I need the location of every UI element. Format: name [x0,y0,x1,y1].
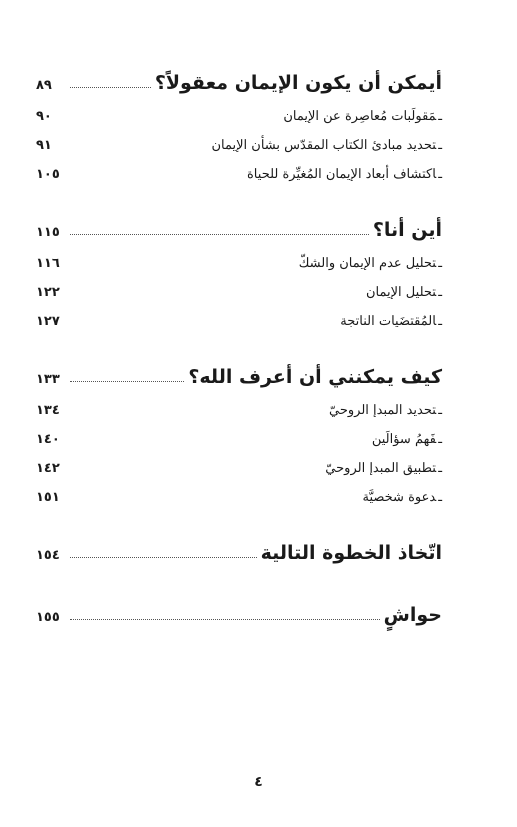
toc-entry [36,96,442,125]
toc-section-page: ٨٩ [36,78,52,94]
toc-entry-page: ١٤٠ [36,432,60,448]
toc-entry-title [299,256,442,272]
toc-entry-text: المُقتضَيات الناتجة [340,314,437,330]
entry-dash: ـ [438,403,442,419]
toc-entry-page: ١٢٢ [36,285,60,301]
entry-dash: ـ [438,490,442,506]
toc-section-heading-row [36,62,442,94]
toc-entry-title [212,138,443,154]
toc-entry [36,301,442,330]
toc-section-page: ١٥٤ [36,548,60,564]
toc-section-heading-row [36,209,442,241]
toc-entry-title [247,167,442,183]
entry-dash: ـ [438,167,442,183]
toc-section-page: ١٣٣ [36,372,60,388]
toc-section-page: ١١٥ [36,225,60,241]
toc-entry-title [362,490,442,506]
toc-entry-title [366,285,442,301]
toc-entry [36,272,442,301]
entry-dash: ـ [438,314,442,330]
page-number: ٤ [254,774,263,790]
toc-section [36,209,442,330]
toc-section [36,594,442,626]
toc-entry-page: ١٥١ [36,490,60,506]
toc-entry [36,154,442,183]
toc-entry-title [325,461,442,477]
toc-section [36,356,442,506]
toc-entry-text: دعوة شخصيَّة [362,490,437,506]
entry-dash: ـ [438,109,442,125]
dot-leader [70,557,257,558]
toc-entry [36,125,442,154]
toc-section-title: حواشٍ [383,604,442,627]
toc-entry-page: ٩٠ [36,109,52,125]
entry-dash: ـ [438,285,442,301]
toc-section-title: اتّخاذ الخطوة التالية [260,542,442,565]
toc-entry-page: ٩١ [36,138,52,154]
dot-leader [70,234,369,235]
entry-dash: ـ [438,461,442,477]
toc-entry-page: ١٤٢ [36,461,60,477]
toc-section-heading-row [36,594,442,626]
toc-entry-text: تحديد مبادئ الكتاب المقدّس بشأن الإيمان [211,138,437,154]
toc-entry-page: ١١٦ [36,256,60,272]
toc-entry-text: تحليل عدم الإيمان والشكّ [298,256,437,272]
toc-entry-page: ١٢٧ [36,314,60,330]
toc-entry-text: تحليل الإيمان [366,285,437,301]
toc-section-title: كيف يمكنني أن أعرف الله؟ [188,366,442,389]
dot-leader [70,381,184,382]
toc-entry-title [340,314,442,330]
toc-entry [36,243,442,272]
toc-entry-page: ١٣٤ [36,403,60,419]
toc-section-title: أين أنا؟ [372,219,442,242]
toc-entry [36,419,442,448]
entry-dash: ـ [438,256,442,272]
toc-entry-title [283,109,442,125]
dot-leader [70,619,380,620]
toc-entry [36,477,442,506]
toc-section-heading-row [36,356,442,388]
toc-entry-text: مَقولَبات مُعاصِرة عن الإيمان [283,109,437,125]
toc-entry-text: تطبيق المبدإ الروحيّ [325,461,437,477]
entry-dash: ـ [438,138,442,154]
toc-entry-text: تحديد المبدإ الروحيّ [329,403,437,419]
toc-entry-title [329,403,442,419]
toc-section-page: ١٥٥ [36,610,60,626]
toc-entry [36,390,442,419]
toc-entry [36,448,442,477]
table-of-contents [36,62,442,652]
toc-section-title: أيمكن أن يكون الإيمان معقولاً؟ [154,72,442,95]
toc-section-heading-row [36,532,442,564]
toc-entry-text: فَهمُ سؤالَين [371,432,437,448]
toc-entry-text: اكتشاف أبعاد الإيمان المُغيِّرة للحياة [247,167,437,183]
toc-entry-title [372,432,442,448]
toc-section [36,62,442,183]
dot-leader [70,87,151,88]
toc-section [36,532,442,564]
entry-dash: ـ [438,432,442,448]
toc-entry-page: ١٠٥ [36,167,60,183]
